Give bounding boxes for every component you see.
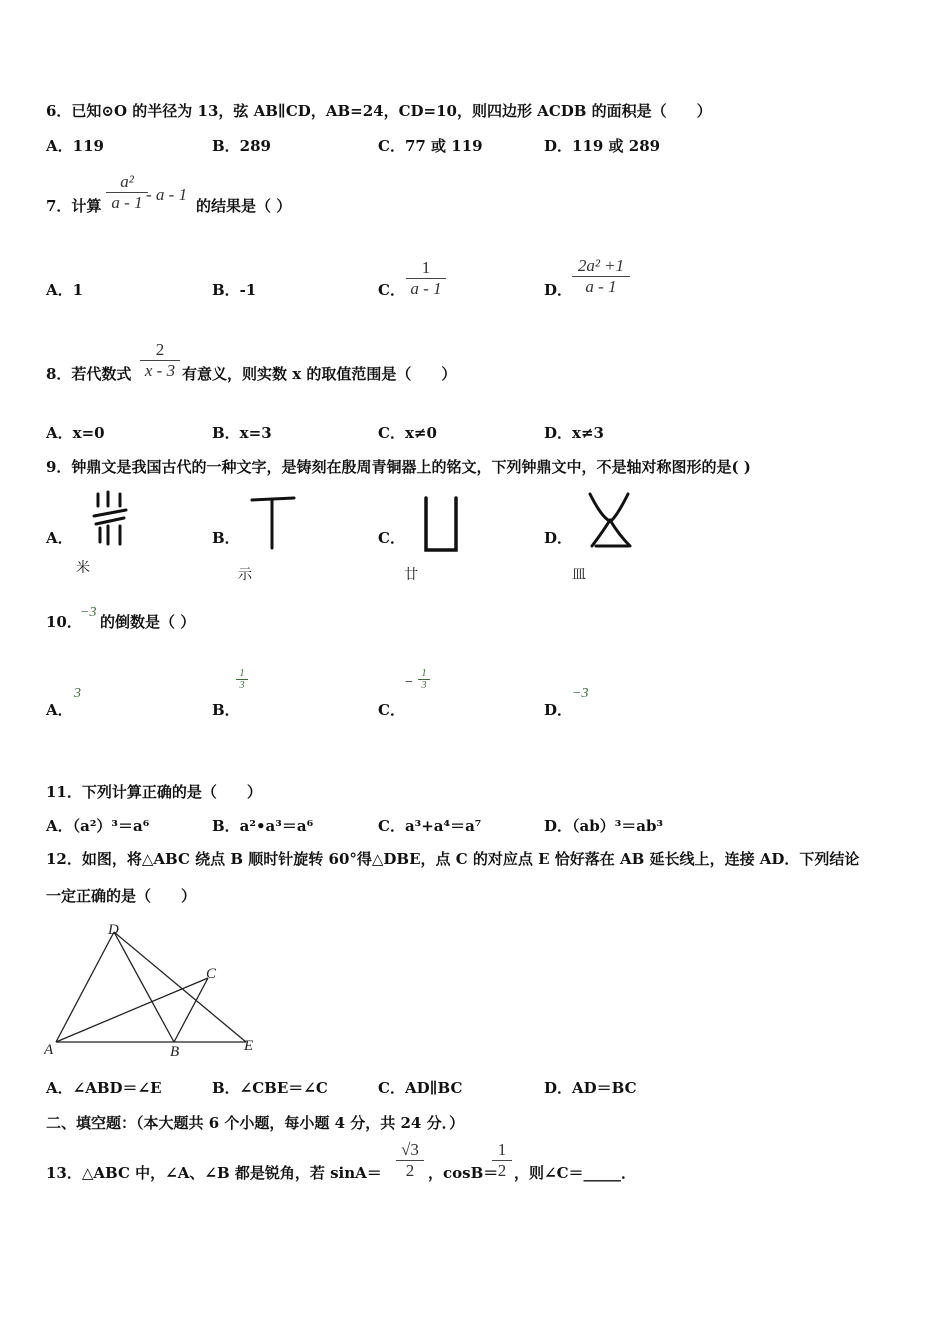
q10-prefix: 10． <box>46 613 82 631</box>
q10-option-a: A． <box>46 701 73 719</box>
q11-option-a: A．（a²）³＝a⁶ <box>46 817 150 835</box>
q6-option-c: C．77 或 119 <box>378 137 483 155</box>
q12-line2: 一定正确的是（ ） <box>46 887 197 905</box>
q9-caption-a: 米 <box>76 560 90 576</box>
q10-option-c: C． <box>378 701 405 719</box>
q13-cos-den: 2 <box>497 1161 507 1180</box>
q13-cos-num: 1 <box>497 1140 507 1159</box>
q10-option-b: B． <box>212 701 240 719</box>
q9-caption-d: 皿 <box>572 567 586 583</box>
q10-suffix: 的倒数是（ ） <box>100 613 196 631</box>
q7-prefix: 7．计算 <box>46 197 102 215</box>
q7-optc-den: a - 1 <box>410 279 442 298</box>
q12-option-b: B．∠CBE＝∠C <box>212 1079 328 1097</box>
q10-optc-num: 1 <box>421 668 427 679</box>
q8-frac-num: 2 <box>155 340 165 359</box>
label-d: D <box>108 922 119 938</box>
q7-optd-den: a - 1 <box>585 277 617 296</box>
label-e: E <box>244 1038 254 1054</box>
q9-option-d: D． <box>544 529 573 547</box>
q11-stem: 11．下列计算正确的是（ ） <box>46 783 262 801</box>
q8-option-d: D．x≠3 <box>544 424 604 442</box>
segment-bc <box>174 978 208 1042</box>
q8-prefix: 8．若代数式 <box>46 365 132 383</box>
q11-option-c: C．a³+a⁴＝a⁷ <box>378 817 482 835</box>
q9-caption-c: 廿 <box>404 567 418 583</box>
q10-optb-den: 3 <box>239 680 245 691</box>
q7-option-d-fraction <box>572 256 630 297</box>
q6-stem: 6．已知⊙O 的半径为 13，弦 AB∥CD，AB=24，CD=10，则四边形 ACDB 的面积是（ ） <box>46 102 712 120</box>
bronze-glyph-min-icon <box>582 490 638 552</box>
q6-option-d: D．119 或 289 <box>544 137 661 155</box>
q11-option-b: B．a²•a³＝a⁶ <box>212 817 314 835</box>
q10-option-b-fraction <box>236 668 248 691</box>
q9-option-b: B． <box>212 529 240 547</box>
q7-optc-num: 1 <box>421 258 431 277</box>
q7-minus-term: - a - 1 <box>146 185 188 204</box>
q6-option-b: B．289 <box>212 137 271 155</box>
segment-de <box>114 932 246 1042</box>
q10-option-a-value: 3 <box>74 686 81 701</box>
q9-caption-b: 示 <box>238 567 252 583</box>
segment-ad <box>56 932 114 1042</box>
q8-suffix: 有意义，则实数 x 的取值范围是（ ） <box>182 365 457 383</box>
q10-option-d: D． <box>544 701 573 719</box>
q10-optc-den: 3 <box>421 680 427 691</box>
q12-line1: 12．如图，将△ABC 绕点 B 顺时针旋转 60°得△DBE，点 C 的对应点 E 恰好落在 AB 延长线上，连接 AD．下列结论 <box>46 850 860 868</box>
q9-stem: 9．钟鼎文是我国古代的一种文字，是铸刻在殷周青铜器上的铭文，下列钟鼎文中，不是轴对称图形的是( ) <box>46 458 751 476</box>
q12-option-c: C．AD∥BC <box>378 1079 463 1097</box>
q8-option-c: C．x≠0 <box>378 424 437 442</box>
q13-sin-den: 2 <box>405 1161 415 1180</box>
q7-frac-den: a - 1 <box>111 193 143 212</box>
q7-option-b: B．-1 <box>212 281 257 299</box>
q7-option-c-fraction <box>406 258 446 299</box>
q7-frac-num: a² <box>120 172 134 191</box>
q8-option-b: B．x=3 <box>212 424 272 442</box>
segment-db <box>114 932 174 1042</box>
q11-option-d: D．（ab）³＝ab³ <box>544 817 664 835</box>
q7-suffix: 的结果是（ ） <box>196 197 292 215</box>
q13-cos-fraction <box>492 1140 512 1181</box>
label-a: A <box>44 1042 54 1058</box>
q8-fraction <box>140 340 180 381</box>
q12-rotation-figure <box>44 922 264 1062</box>
q7-optd-num: 2a² +1 <box>577 256 625 275</box>
q8-option-a: A．x=0 <box>46 424 105 442</box>
q10-optb-num: 1 <box>239 668 245 679</box>
q12-option-a: A．∠ABD＝∠E <box>46 1079 162 1097</box>
bronze-glyph-shi-icon <box>248 494 298 554</box>
bronze-glyph-mi-icon <box>86 490 136 550</box>
q10-expr: −3 <box>80 605 97 620</box>
label-b: B <box>170 1044 180 1060</box>
q10-option-d-value: −3 <box>572 686 589 701</box>
q12-option-d: D．AD＝BC <box>544 1079 637 1097</box>
q6-option-a: A．119 <box>46 137 104 155</box>
q7-option-a: A．1 <box>46 281 84 299</box>
q13-part1: 13．△ABC 中，∠A、∠B 都是锐角，若 sinA＝ <box>46 1164 382 1182</box>
q7-option-c: C． <box>378 281 405 299</box>
q13-part2: ，cosB＝ <box>428 1164 499 1182</box>
q8-frac-den: x - 3 <box>144 361 176 380</box>
q7-option-d: D． <box>544 281 573 299</box>
q7-fraction <box>106 172 148 213</box>
q13-sin-fraction <box>396 1140 424 1181</box>
q10-option-c-sign: − <box>405 675 413 690</box>
q9-option-a: A． <box>46 529 73 547</box>
segment-ac <box>56 978 208 1042</box>
section2-heading: 二、填空题：（本大题共 6 个小题，每小题 4 分，共 24 分．） <box>46 1114 465 1132</box>
q10-option-c-fraction <box>418 668 430 691</box>
label-c: C <box>206 966 217 982</box>
bronze-glyph-nian-icon <box>418 494 468 556</box>
q9-option-c: C． <box>378 529 405 547</box>
q13-sin-num: √3 <box>401 1140 419 1159</box>
q13-part3: ，则∠C＝_____． <box>514 1164 637 1182</box>
